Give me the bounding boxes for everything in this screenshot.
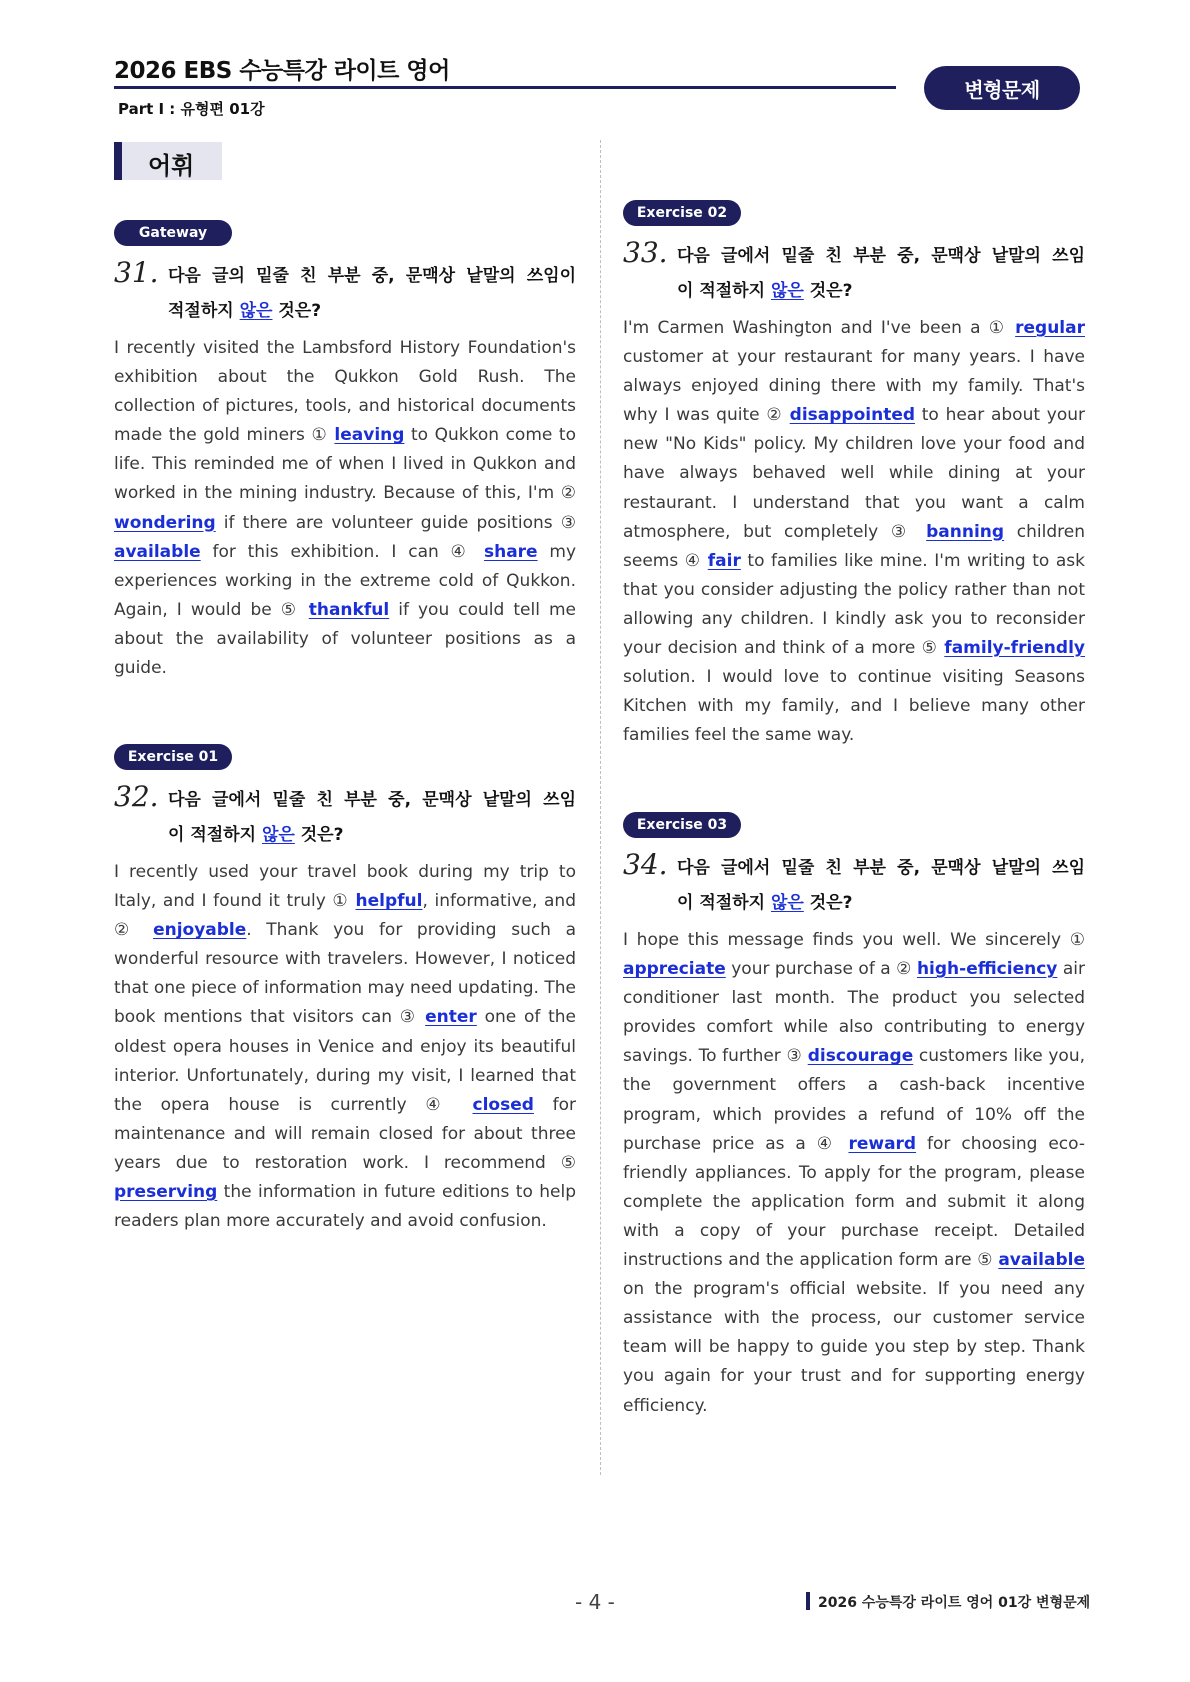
prompt-text: 이 적절하지 — [677, 893, 771, 913]
target-word: regular — [1015, 318, 1085, 338]
prompt-text: 것은? — [803, 281, 853, 301]
passage-text: customer at your restaurant for many years. I have always enjoyed dining there with my family. That's why I was quite ② — [623, 347, 1085, 426]
negation-underline: 않은 — [239, 301, 273, 321]
footer-bar — [806, 1592, 810, 1610]
passage-text: one of the oldest opera houses in Venice and enjoy its beautiful interior. Unfortunately, during my visit, I learned that the opera house is currently ④ — [114, 1007, 576, 1115]
passage-text: for this exhibition. I can ④ — [200, 541, 484, 562]
passage — [114, 858, 576, 1236]
target-word: preserving — [114, 1182, 218, 1203]
passage-text: for maintenance and will remain closed for about three years due to restoration work. I recommend ⑤ — [114, 1094, 576, 1173]
question-prompt — [114, 259, 576, 329]
passage-text: air conditioner last month. The product you selected provides comfort while also contributing to energy savings. To further ③ — [623, 959, 1085, 1067]
passage-text: , informative, and ② — [114, 891, 576, 941]
question-badge: Exercise 03 — [623, 812, 741, 838]
passage-text: for choosing eco-friendly appliances. To apply for the program, please complete the application form and submit it along with a copy of your purchase receipt. Detailed instructions and the application form are ⑤ — [623, 1133, 1085, 1271]
passage-text: customers like you, the government offers a cash-back incentive program, which provides a refund of 10% off the purchase price as a ④ — [623, 1046, 1085, 1154]
document-subtitle: Part Ⅰ : 유형편 01강 — [118, 100, 265, 118]
passage-text: the information in future editions to help readers plan more accurately and avoid confusion. — [114, 1182, 576, 1232]
footer-label — [806, 1592, 1090, 1612]
passage — [623, 926, 1085, 1421]
prompt-line-2 — [114, 294, 576, 329]
section-heading-text: 어휘 — [148, 152, 195, 180]
target-word: enjoyable — [153, 920, 247, 941]
target-word: reward — [848, 1133, 917, 1154]
target-word: appreciate — [623, 959, 726, 980]
prompt-line-1: 다음 글의 밑줄 친 부분 중, 문맥상 낱말의 쓰임이 — [168, 266, 576, 286]
target-word: thankful — [308, 599, 390, 620]
passage — [623, 314, 1085, 750]
target-word: share — [483, 541, 538, 562]
target-word: leaving — [334, 425, 405, 446]
passage-text: solution. I would love to continue visiting Seasons Kitchen with my family, and I believe many other families feel the same way. — [623, 667, 1085, 746]
passage-text: to families like mine. I'm writing to ask that you consider adjusting the policy rather than not allowing any children. I kindly ask you to reconsider your decision and think of a more ⑤ — [623, 550, 1085, 659]
passage-text: I hope this message finds you well. We sincerely ① — [623, 930, 1085, 950]
target-word: banning — [926, 521, 1005, 542]
question-number: 32. — [114, 780, 159, 813]
target-word: wondering — [114, 512, 216, 533]
prompt-line-1: 다음 글에서 밑줄 친 부분 중, 문맥상 낱말의 쓰임 — [168, 790, 576, 810]
prompt-text: 이 적절하지 — [168, 825, 262, 845]
prompt-line-1: 다음 글에서 밑줄 친 부분 중, 문맥상 낱말의 쓰임 — [677, 246, 1085, 266]
passage-text: children seems ④ — [623, 521, 1085, 571]
passage-text: . Thank you for providing such a wonderful resource with travelers. However, I noticed that one piece of information may need updating. The book mentions that visitors can ③ — [114, 920, 576, 1028]
passage-text: I recently visited the Lambsford History Foundation's exhibition about the Qukkon Gold Rush. The collection of pictures, tools, and historical documents made the gold miners ① — [114, 338, 576, 446]
question-prompt — [623, 851, 1085, 921]
question-number: 31. — [114, 256, 159, 289]
passage-text: I'm Carmen Washington and I've been a ① — [623, 318, 1016, 338]
prompt-line-2 — [114, 818, 576, 853]
negation-underline: 않은 — [770, 281, 804, 301]
question-number: 33. — [623, 236, 668, 269]
question-number: 34. — [623, 848, 668, 881]
page-number: - 4 - — [575, 1590, 615, 1614]
prompt-line-2 — [623, 886, 1085, 921]
target-word: disappointed — [789, 405, 916, 426]
target-word: closed — [472, 1094, 534, 1115]
passage — [114, 334, 576, 683]
target-word: fair — [707, 550, 741, 571]
passage-text: I recently used your travel book during my trip to Italy, and I found it truly ① — [114, 862, 576, 912]
question-badge: Gateway — [114, 220, 232, 246]
target-word: discourage — [807, 1046, 914, 1067]
question-badge: Exercise 02 — [623, 200, 741, 226]
prompt-line-2 — [623, 274, 1085, 309]
prompt-text: 것은? — [294, 825, 344, 845]
header-rule — [114, 86, 896, 89]
column-divider — [600, 140, 601, 1475]
section-heading — [114, 142, 222, 180]
passage-text: your purchase of a ② — [725, 959, 917, 980]
target-word: helpful — [355, 891, 423, 912]
negation-underline: 않은 — [261, 825, 295, 845]
target-word: enter — [425, 1007, 477, 1028]
passage-text: if you could tell me about the availability of volunteer positions as a guide. — [114, 599, 576, 679]
section-heading-bar — [114, 142, 122, 180]
question-prompt — [114, 783, 576, 853]
question-prompt — [623, 239, 1085, 309]
target-word: available — [114, 541, 201, 562]
footer-text: 2026 수능특강 라이트 영어 01강 변형문제 — [818, 1595, 1091, 1611]
prompt-text: 것은? — [803, 893, 853, 913]
target-word: family-friendly — [944, 638, 1085, 659]
passage-text: to Qukkon come to life. This reminded me of when I lived in Qukkon and worked in the mining industry. Because of this, I'm ② — [114, 425, 576, 504]
target-word: high-efficiency — [916, 959, 1058, 980]
passage-text: my experiences working in the extreme cold of Qukkon. Again, I would be ⑤ — [114, 541, 577, 620]
prompt-text: 것은? — [272, 301, 322, 321]
prompt-text: 적절하지 — [168, 301, 240, 321]
negation-underline: 않은 — [770, 893, 804, 913]
passage-text: to hear about your new "No Kids" policy. My children love your food and have always behaved well while dining at your restaurant. I understand that you want a calm atmosphere, but completely ③ — [623, 405, 1085, 542]
target-word: available — [998, 1250, 1085, 1271]
prompt-text: 이 적절하지 — [677, 281, 771, 301]
document-title: 2026 EBS 수능특강 라이트 영어 — [114, 58, 450, 84]
prompt-line-1: 다음 글에서 밑줄 친 부분 중, 문맥상 낱말의 쓰임 — [677, 858, 1085, 878]
question-badge: Exercise 01 — [114, 744, 232, 770]
passage-text: if there are volunteer guide positions ③ — [215, 512, 576, 533]
type-badge: 변형문제 — [924, 66, 1080, 110]
passage-text: on the program's official website. If you need any assistance with the process, our customer service team will be happy to guide you step by step. Thank you again for your trust and for supporting energy efficiency. — [623, 1279, 1085, 1416]
